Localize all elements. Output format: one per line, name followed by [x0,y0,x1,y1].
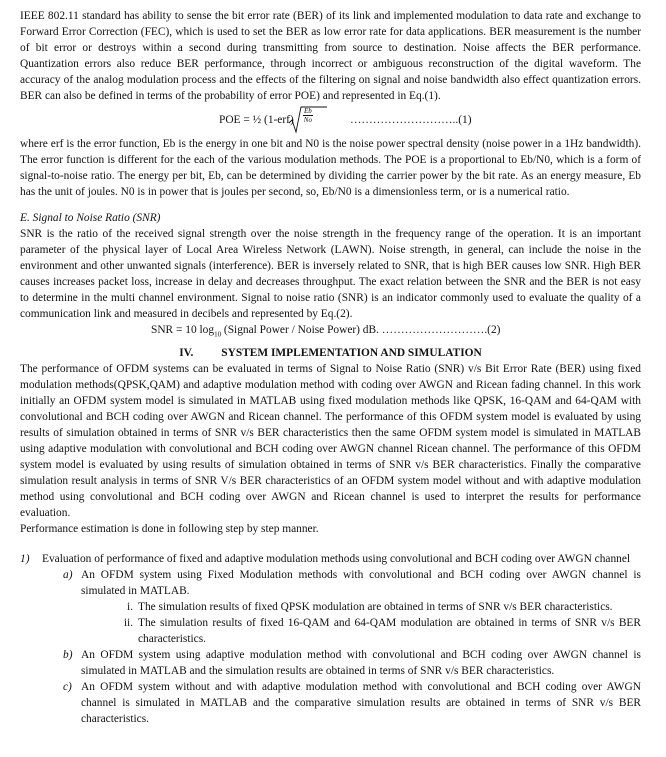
list-marker: b) [63,649,73,662]
document-page [20,8,641,727]
paragraph-snr: SNR is the ratio of the received signal strength over the noise strength in the frequency range of the operation. It is an important parameter of the physical layer of Local Area Wireless Network (LAWN). Noise strength, in general, can include the noise in the environment and other unwanted signals (interference). BER is inversely related to SNR, that is high BER causes low SNR. High BER causes increases packet loss, increase in delay and decreases throughput. The exact relation between the SNR and the BER is not easy to determine in the multi channel environment. Signal to noise ratio (SNR) is an indicator commonly used to evaluate the quality of a communication link and measured in decibels and represented by Eq.(2). [20,228,641,320]
equation-2-subscript: 10 [214,330,222,339]
list-item-b [20,647,641,679]
equation-1 [20,106,641,136]
list-item-text: The simulation results of fixed QPSK modulation are obtained in terms of SNR v/s BER characteristics. [138,601,613,614]
section-heading-iv [20,345,641,361]
equation-2 [151,322,641,342]
section-number: IV. [179,347,194,360]
list-marker: ii. [123,617,133,630]
paragraph-ber-intro: IEEE 802.11 standard has ability to sense the bit error rate (BER) of its link and implemented modulation to data rate and exchange to Forward Error Correction (FEC), which is used to set the BER as low error rate for data applications. BER measurement is the number of bit error or destroys within a second during transmitting from source to destination. Noise affects the BER performance. Quantization errors also reduce BER performance, through incorrect or ambiguous reconstruction of the digital waveform. The accuracy of the analog modulation process and the effects of the filtering on signal and noise bandwidth also effect quantization errors. BER can also be defined in terms of the probability of error POE) and represented in Eq.(1). [20,10,641,102]
list-item-text: Evaluation of performance of fixed and adaptive modulation methods using convolutional and BCH coding over AWGN channel [42,553,631,566]
list-item-text: The simulation results of fixed 16-QAM and 64-QAM modulation are obtained in terms of SNR v/s BER characteristics. [138,617,641,646]
paragraph-performance-estimation: Performance estimation is done in following step by step manner. [20,523,319,536]
paragraph-erf-explanation: where erf is the error function, Eb is the energy in one bit and N0 is the noise power spectral density (noise power in a 1Hz bandwidth). The error function is different for the each of the various modulation methods. The POE is a proportional to Eb/N0, which is a form of signal-to-noise ratio. The energy per bit, Eb, can be determined by dividing the carrier power by the bit rate. As an energy measure, Eb has the unit of joules. N0 is in power that is joules per second, so, Eb/N0 is a dimensionless term, or is a numerical ratio. [20,138,641,198]
list-item-c [20,679,641,727]
list-item-step-1 [20,551,641,567]
section-title: SYSTEM IMPLEMENTATION AND SIMULATION [221,347,482,360]
equation-1-fraction [303,107,313,124]
list-item-text: An OFDM system using adaptive modulation method with convolutional and BCH coding over AWGN channel is simulated in MATLAB and the simulation results are obtained in terms of SNR v/s BER characteristics. [81,649,641,678]
list-marker: 1) [20,553,30,566]
list-marker: i. [126,601,133,614]
list-marker: c) [63,681,72,694]
list-item-a [20,567,641,599]
paragraph-system-implementation: The performance of OFDM systems can be evaluated in terms of Signal to Noise Ratio (SNR) v/s Bit Error Rate (BER) using fixed modulation methods(QPSK,QAM) and adaptive modulation method with coding over AWGN and Ricean fading channel. In this work initially an OFDM system model is simulated in MATLAB using fixed modulation methods like QPSK, 16-QAM and 64-QAM with convolutional and BCH coding over AWGN and Ricean channel. The performance of this OFDM system model is evaluated by using results of simulation obtained in terms of SNR v/s BER characteristics then the same OFDM system model is simulated in MATLAB using adaptive modulation with convolutional and BCH coding over AWGN channel Ricean channel. The performance of this OFDM system model is evaluated by using results of simulation obtained in terms of SNR v/s BER characteristics. Finally the comparative simulation result analysis in terms of SNR V/s BER characteristics of an OFDM system model without and with adaptive modulation method using convolutional and BCH coding over AWGN and Ricean channel is used to interpret the results for performance evaluation. [20,363,641,520]
equation-1-label: ………………………..(1) [350,114,472,126]
subsection-heading-snr: E. Signal to Noise Ratio (SNR) [20,212,161,224]
equation-1-denominator: No [303,116,312,124]
equation-1-numerator: Eb [304,107,312,115]
equation-2-pre: SNR = 10 log [151,324,215,336]
list-item-text: An OFDM system without and with adaptive modulation method with convolutional and BCH coding over AWGN channel is simulated in MATLAB and the comparative simulation results are obtained in terms of SNR v/s BER characteristics. [81,681,641,726]
list-item-i [20,599,641,615]
list-item-text: An OFDM system using Fixed Modulation methods with convolutional and BCH coding over AWGN channel is simulated in MATLAB. [81,569,641,598]
list-item-ii [20,615,641,647]
list-marker: a) [63,569,73,582]
equation-2-post: (Signal Power / Noise Power) dB. ……………………….(2) [221,324,501,336]
equation-1-lhs: POE = ½ (1-erf) [219,114,294,126]
